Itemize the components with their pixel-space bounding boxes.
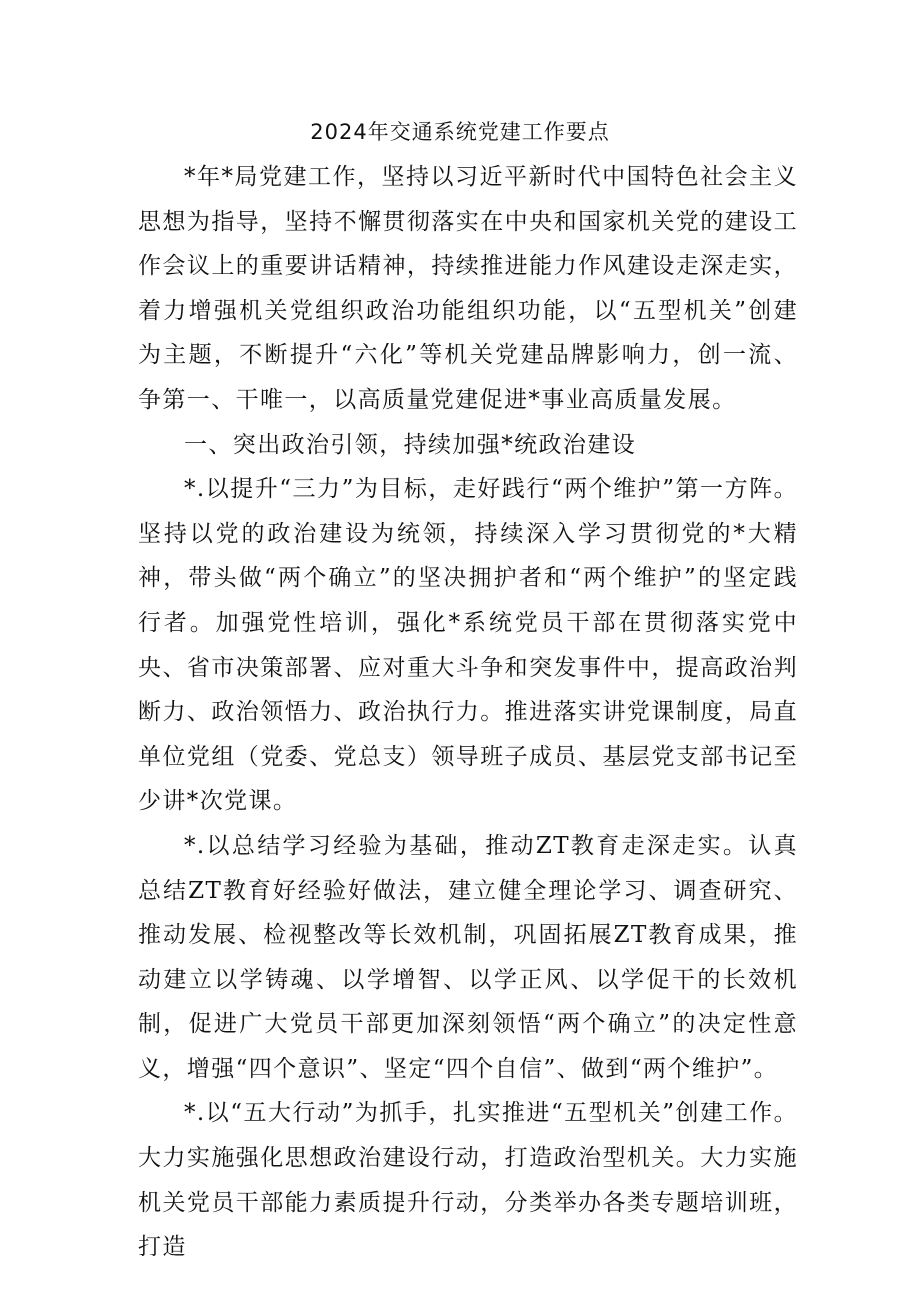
section-heading: 一、突出政治引领，持续加强*统政治建设	[184, 431, 637, 458]
item-paragraph-1: *.以提升“三力”为目标，走好践行“两个维护”第一方阵。坚持以党的政治建设为统领，持续深入学习贯彻党的*大精神，带头做“两个确立”的坚决拥护者和“两个维护”的坚定践行者。加强党性培训，强化*系统党员干部在贯彻落实党中央、省市决策部署、应对重大斗争和突发事件中，提高政治判断力、政治领悟力、政治执行力。推进落实讲党课制度，局直单位党组（党委、党总支）领导班子成员、基层党支部书记至少讲*次党课。	[138, 476, 798, 815]
document-body	[138, 155, 798, 1270]
document-title: 2024年交通系统党建工作要点	[310, 120, 610, 144]
item-paragraph-3: *.以“五大行动”为抓手，扎实推进“五型机关”创建工作。大力实施强化思想政治建设行动，打造政治型机关。大力实施机关党员干部能力素质提升行动，分类举办各类专题培训班，打造	[138, 1100, 798, 1261]
item-paragraph-2: *.以总结学习经验为基础，推动ZT教育走深走实。认真总结ZT教育好经验好做法，建立健全理论学习、调查研究、推动发展、检视整改等长效机制，巩固拓展ZT教育成果，推动建立以学铸魂、以学增智、以学正风、以学促干的长效机制，促进广大党员干部更加深刻领悟“两个确立”的决定性意义，增强“四个意识”、坚定“四个自信”、做到“两个维护”。	[138, 832, 798, 1082]
intro-paragraph: *年*局党建工作，坚持以习近平新时代中国特色社会主义思想为指导，坚持不懈贯彻落实在中央和国家机关党的建设工作会议上的重要讲话精神，持续推进能力作风建设走深走实，着力增强机关党组织政治功能组织功能，以“五型机关”创建为主题，不断提升“六化”等机关党建品牌影响力，创一流、争第一、干唯一，以高质量党建促进*事业高质量发展。	[138, 164, 798, 413]
